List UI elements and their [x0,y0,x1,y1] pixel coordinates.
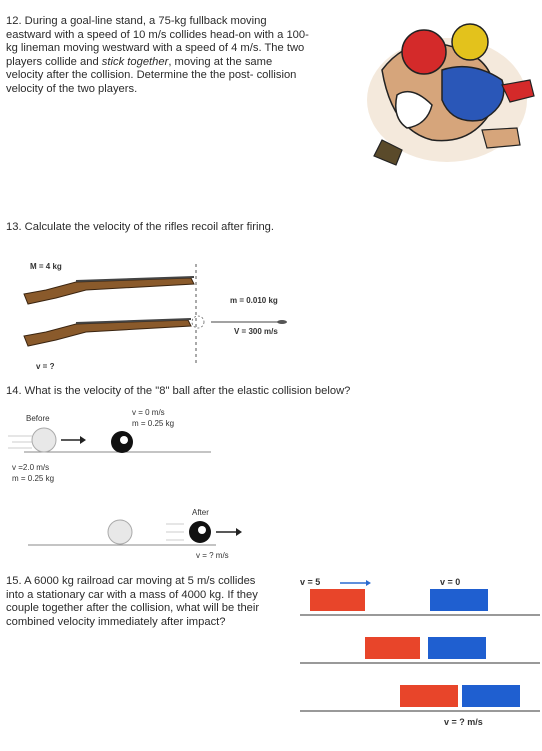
question-text: Calculate the velocity of the rifles recoil after firing. [24,221,275,233]
motion-lines-after [166,524,184,540]
arrow-head-icon [366,580,371,586]
question-text: What is the velocity of the "8" ball after the elastic collision below? [24,385,351,397]
cue-ball-velocity-label: v =2.0 m/s [12,463,50,472]
football-players-illustration [352,10,542,178]
before-label: Before [26,414,50,423]
rifle-mass-label: M = 4 kg [30,262,62,271]
rifle-drawing [16,264,306,364]
question-14 [6,385,350,399]
leg [482,128,520,148]
question-italic-text: stick together [101,55,169,68]
right-car-velocity-label: v = 0 [440,577,461,587]
question-text-end: , moving at the same velocity after the collision. Determine the the post- collision velocity of the two players. [6,55,297,95]
yellow-helmet [452,24,488,60]
rifle-bottom [24,320,191,346]
red-helmet [402,30,446,74]
arrow-head-icon [80,436,86,444]
final-velocity-label: v = ? m/s [444,717,483,727]
question-text: A 6000 kg railroad car moving at 5 m/s collides into a stationary car with a mass of 4000 kg. If they couple together after the collision, what will be their combined velocity immediately after impact? [6,575,260,628]
question-number: 14. [6,385,22,397]
bullet-icon [277,320,287,324]
railroad-drawing [300,575,540,735]
question-number: 13. [6,221,22,233]
question-13 [6,221,274,235]
after-label: After [192,508,209,517]
red-car-2 [365,637,420,659]
ball-drawing [6,420,256,560]
question-number: 15. [6,575,22,587]
blue-car-3 [462,685,520,707]
eight-ball-velocity-label: v = 0 m/s [132,408,165,417]
rifle-top [24,278,194,304]
motion-lines [8,436,32,448]
blue-car-1 [430,589,488,611]
question-text: During a goal-line stand, a 75-kg fullback moving eastward with a speed of 10 m/s collides head-on with a 100-kg lineman moving westward with a speed of 4 m/s. The two players collide and [6,15,309,68]
bullet-mass-label: m = 0.010 kg [230,296,278,305]
cue-ball-mass-label: m = 0.25 kg [12,474,55,483]
eight-ball-after-label-circle [198,526,206,534]
blue-car-2 [428,637,486,659]
eight-ball-mass-label: m = 0.25 kg [132,419,175,428]
after-velocity-label: v = ? m/s [196,551,229,560]
cue-ball-after [108,520,132,544]
bullet-velocity-label: V = 300 m/s [234,327,278,336]
eight-ball-label-circle [120,436,128,444]
ball-collision-figure [6,405,256,565]
red-car-1 [310,589,365,611]
rifle-figure [6,250,306,375]
question-15 [6,575,266,629]
cue-ball [32,428,56,452]
red-car-3 [400,685,458,707]
railroad-figure [300,575,540,745]
left-car-velocity-label: v = 5 [300,577,321,587]
muzzle-flash-icon [192,316,204,328]
question-number: 12. [6,15,22,27]
arrow-head-icon [236,528,242,536]
question-12 [6,15,311,97]
recoil-velocity-label: v = ? [36,362,55,371]
